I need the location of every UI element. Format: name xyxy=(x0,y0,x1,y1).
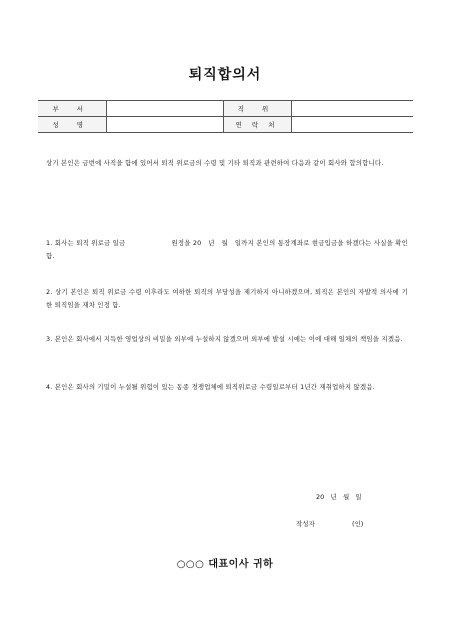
date-line: 20 년 월 일 xyxy=(316,493,362,501)
name-label: 성 명 xyxy=(38,117,106,133)
clause-2: 2. 상기 본인은 퇴직 위로금 수령 이후라도 여하한 퇴직의 부당성을 제기하지 아니하겠으며, 퇴직은 본인의 자발적 의사에 기한 퇴직임을 재차 인정 함. xyxy=(46,288,408,309)
contact-label: 연 락 처 xyxy=(223,117,291,133)
employee-info-table xyxy=(38,100,413,133)
clause-4: 4. 본인은 회사의 기밀이 누설될 위험이 있는 동종 경쟁업체에 퇴직위로금 수령일로부터 1년간 재취업하지 않겠음. xyxy=(46,383,375,391)
addressee: ○○○ 대표이사 귀하 xyxy=(176,559,274,570)
clause-1: 1. 회사는 퇴직 위로금 일금 원정을 20 년 월 일까지 본인의 통장계좌로 현금입금을 하겠다는 사실을 확인함. xyxy=(46,239,408,260)
writer-signature-line: 작성자 (인) xyxy=(296,520,364,528)
document-title: 퇴직합의서 xyxy=(188,67,262,83)
intro-paragraph: 상기 본인은 금번에 사직을 함에 있어서 퇴직 위로금의 수령 및 기타 퇴직과 관련하여 다음과 같이 회사와 합의합니다. xyxy=(46,159,384,167)
department-value[interactable] xyxy=(106,101,223,117)
position-value[interactable] xyxy=(291,101,413,117)
position-label: 직 위 xyxy=(223,101,291,117)
clause-3: 3. 본인은 회사에서 지득한 영업상의 비밀을 외부에 누설하지 않겠으며 외부에 발설 시에는 이에 대해 일체의 책임을 지겠음. xyxy=(46,335,403,343)
contact-value[interactable] xyxy=(291,117,413,133)
department-label: 부 서 xyxy=(38,101,106,117)
name-value[interactable] xyxy=(106,117,223,133)
